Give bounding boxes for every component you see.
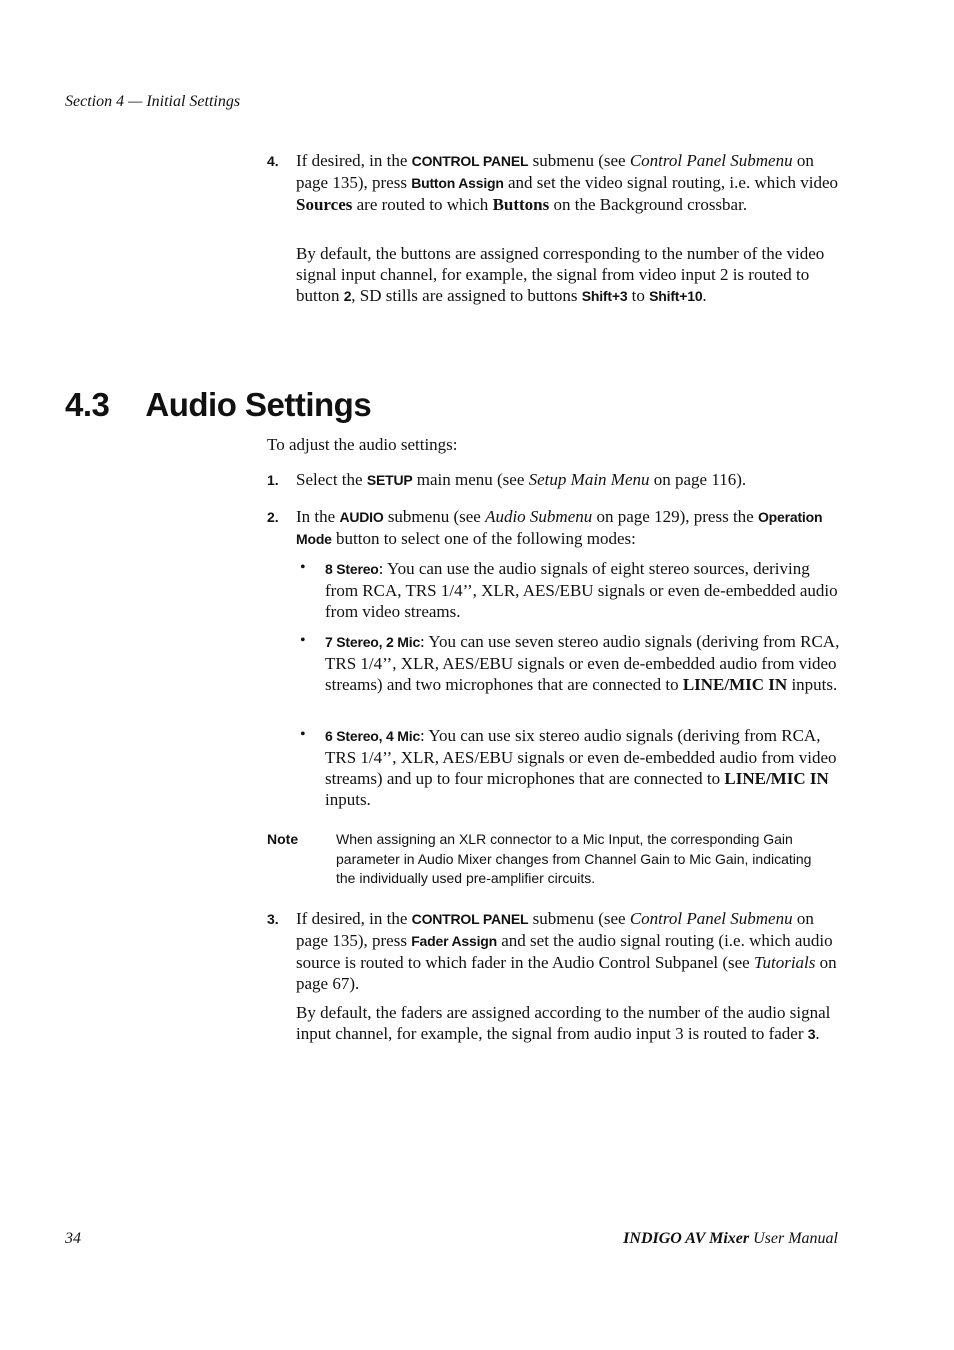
step-number: 1. [267, 472, 279, 488]
list-item: 6 Stereo, 4 Mic: You can use six stereo audio signals (deriving from RCA, TRS 1/4’’, XLR, AES/EBU signals or even de-embedded audio from video streams) and up to four microphones that are connected to LINE/MIC IN inputs. [325, 726, 837, 809]
cross-reference: Control Panel Submenu [629, 151, 793, 170]
step-paragraph: Select the SETUP main menu (see Setup Main Menu on page 116). [296, 470, 747, 489]
running-header: Section 4 — Initial Settings [65, 93, 241, 110]
list-item: 8 Stereo: You can use the audio signals of eight stereo sources, deriving from RCA, TRS 1/4’’, XLR, AES/EBU signals or even de-embedded audio from video streams. [325, 559, 838, 621]
bullet-icon: • [300, 559, 306, 576]
footer-title: INDIGO AV Mixer User Manual [623, 1230, 838, 1247]
cross-reference: Tutorials [753, 953, 816, 972]
step-number: 2. [267, 509, 279, 525]
bullet-icon: • [300, 632, 306, 649]
list-item: 7 Stereo, 2 Mic: You can use seven stereo audio signals (deriving from RCA, TRS 1/4’’, XLR, AES/EBU signals or even de-embedded audio from video streams) and two microphones that are connected to LINE/MIC IN inputs. [325, 632, 840, 694]
cross-reference: Control Panel Submenu [629, 909, 793, 928]
step-number: 3. [267, 911, 279, 927]
ui-label: Button Assign [411, 175, 504, 191]
step-paragraph: If desired, in the CONTROL PANEL submenu (see Control Panel Submenu on page 135), press Fader Assign and set the audio signal routing (i.e. which audio source is routed to which fader in the Audio Control Subpanel (see Tutorials on page 67). [296, 909, 837, 993]
cross-reference: Audio Submenu [485, 507, 593, 526]
bullet-icon: • [300, 726, 306, 743]
ui-label: CONTROL PANEL [411, 153, 529, 169]
step-paragraph: If desired, in the CONTROL PANEL submenu (see Control Panel Submenu on page 135), press Button Assign and set the video signal routing, i.e. which video Sources are routed to which Buttons on the Background crossbar. [296, 151, 839, 214]
cross-reference: Setup Main Menu [528, 470, 650, 489]
intro-text: To adjust the audio settings: [267, 435, 458, 454]
step-number: 4. [267, 153, 279, 169]
page-number: 34 [65, 1230, 81, 1247]
note-label: Note [267, 831, 299, 847]
step-paragraph: In the AUDIO submenu (see Audio Submenu on page 129), press the Operation Mode button to select one of the following modes: [296, 507, 823, 548]
step-paragraph: By default, the faders are assigned according to the number of the audio signal input channel, for example, the signal from audio input 3 is routed to fader 3. [296, 1003, 831, 1043]
note-text: When assigning an XLR connector to a Mic Input, the corresponding Gain parameter in Audio Mixer changes from Channel Gain to Mic Gain, indicating the individually used pre-amplifier circuits. [336, 831, 812, 886]
step-paragraph: By default, the buttons are assigned corresponding to the number of the video signal input channel, for example, the signal from video input 2 is routed to button 2, SD stills are assigned to buttons Shift+3 to Shift+10. [296, 244, 825, 305]
section-heading: 4.3 Audio Settings [65, 386, 372, 423]
